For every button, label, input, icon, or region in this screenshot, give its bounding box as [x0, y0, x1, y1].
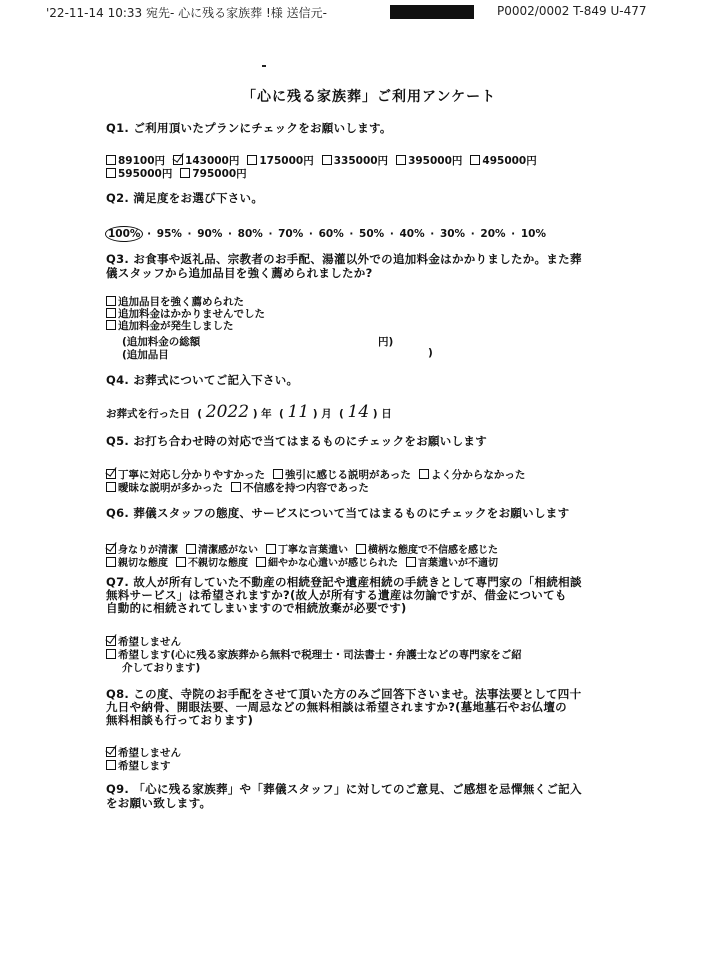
- checkbox-icon[interactable]: [231, 482, 241, 492]
- scale-separator: ·: [183, 228, 196, 240]
- q7-question-line1: Q7. 故人が所有していた不動産の相続登記や遺産相続の手続きとして専門家の「相続相談: [106, 575, 582, 589]
- scale-separator: ·: [386, 228, 398, 240]
- checkbox-label: 希望します(心に残る家族葬から無料で税理士・司法書士・弁護士などの専門家をご紹: [118, 649, 522, 661]
- checkbox-label: よく分からなかった: [430, 469, 526, 481]
- scale-separator: ·: [345, 228, 358, 240]
- checked-checkbox-icon[interactable]: [106, 544, 116, 554]
- checkbox-label: 追加品目を強く薦められた: [118, 296, 244, 308]
- checkbox-icon[interactable]: [176, 557, 186, 567]
- checkbox-icon[interactable]: [106, 760, 116, 770]
- checkbox-option[interactable]: [176, 554, 248, 569]
- handwritten-month: 11: [287, 402, 310, 422]
- checked-checkbox-icon[interactable]: [106, 469, 116, 479]
- scale-separator: ·: [467, 228, 479, 240]
- additional-item-label: (追加品目: [122, 349, 169, 361]
- checkbox-icon[interactable]: [356, 544, 366, 554]
- scale-option[interactable]: 40%: [399, 228, 425, 240]
- checkbox-icon[interactable]: [106, 168, 116, 178]
- checkbox-option[interactable]: [247, 153, 313, 168]
- scale-option[interactable]: 30%: [439, 228, 466, 240]
- checkbox-icon[interactable]: [106, 296, 116, 306]
- scale-separator: ·: [507, 228, 519, 240]
- checkbox-icon[interactable]: [470, 155, 480, 165]
- scale-separator: ·: [426, 228, 438, 240]
- fax-header-left: '22-11-14 10:33 宛先- 心に残る家族葬 !様 送信元-: [46, 6, 327, 20]
- checkbox-icon[interactable]: [106, 155, 116, 165]
- scale-option-selected[interactable]: 100%: [105, 226, 143, 242]
- checkbox-label: 495000円: [482, 155, 537, 167]
- q7-option-accept-cont: 介しております): [122, 662, 201, 674]
- checked-checkbox-icon[interactable]: [106, 636, 116, 646]
- checkbox-icon[interactable]: [106, 482, 116, 492]
- q8-option-accept: [106, 758, 171, 773]
- additional-fee-unit: 円): [378, 336, 394, 348]
- satisfaction-scale: [105, 226, 548, 242]
- q3-question-line1: Q3. お食事や返礼品、宗教者のお手配、湯灌以外での追加料金はかかりましたか。また葬: [106, 252, 582, 266]
- additional-fee-label: (追加料金の総額: [122, 336, 201, 348]
- checkbox-label: 不親切な態度: [188, 558, 248, 569]
- checkbox-option[interactable]: [106, 296, 265, 308]
- checkbox-option[interactable]: [231, 480, 369, 495]
- month-unit: 月: [321, 408, 332, 420]
- day-unit: 日: [381, 408, 392, 420]
- scan-mark: [262, 52, 266, 71]
- q8-question-line1: Q8. この度、寺院のお手配をさせて頂いた方のみご回答下さいませ。法事法要として四十: [106, 687, 582, 701]
- checkbox-icon[interactable]: [256, 557, 266, 567]
- q2-question: Q2. 満足度をお選び下さい。: [106, 191, 264, 205]
- checkbox-icon[interactable]: [180, 168, 190, 178]
- q6-question: Q6. 葬儀スタッフの態度、サービスについて当てはまるものにチェックをお願いします: [106, 506, 570, 520]
- q7-question-line3: 自動的に相続されてしまいますので相続放棄が必要です): [106, 601, 407, 615]
- checkbox-label: 曖昧な説明が多かった: [118, 482, 223, 494]
- q7-question-line2: 無料サービス」は希望されますか?(故人が所有する遺産は勿論ですが、借金についても: [106, 588, 567, 602]
- checkbox-label: 追加料金はかかりませんでした: [118, 308, 265, 320]
- fax-header-right: P0002/0002 T-849 U-477: [497, 4, 647, 18]
- scale-separator: ·: [305, 228, 317, 240]
- checkbox-option[interactable]: [106, 308, 265, 320]
- checkbox-label: 89100円: [118, 155, 166, 167]
- scale-option[interactable]: 50%: [359, 228, 385, 240]
- redaction-bar: [390, 5, 474, 19]
- checkbox-option[interactable]: [419, 467, 526, 482]
- checkbox-icon[interactable]: [266, 544, 276, 554]
- scale-option[interactable]: 80%: [237, 228, 263, 240]
- handwritten-day: 14: [347, 402, 370, 422]
- checkbox-option[interactable]: [106, 480, 223, 495]
- checkbox-option[interactable]: [396, 153, 462, 168]
- checkbox-label: 親切な態度: [118, 558, 168, 569]
- scale-separator: ·: [264, 228, 277, 240]
- checkbox-icon[interactable]: [419, 469, 429, 479]
- scale-option[interactable]: 95%: [156, 228, 182, 240]
- checkbox-label: 清潔感がない: [198, 545, 258, 556]
- checkbox-option[interactable]: [180, 166, 246, 181]
- handwritten-year: 2022: [205, 402, 250, 422]
- checkbox-icon[interactable]: [406, 557, 416, 567]
- checkbox-label: 595000円: [118, 168, 173, 180]
- checkbox-option[interactable]: [256, 554, 398, 569]
- scale-separator: ·: [143, 228, 155, 240]
- scale-option[interactable]: 20%: [480, 228, 506, 240]
- checkbox-label: 395000円: [408, 155, 463, 167]
- year-unit: 年: [261, 408, 272, 420]
- checkbox-option[interactable]: [106, 554, 168, 569]
- checkbox-icon[interactable]: [106, 308, 116, 318]
- scale-separator: ·: [224, 228, 236, 240]
- checkbox-label: 身なりが清潔: [118, 545, 178, 556]
- checkbox-label: 言葉遣いが不適切: [418, 558, 498, 569]
- checkbox-label: 175000円: [259, 155, 314, 167]
- checkbox-label: 丁寧な言葉遣い: [278, 545, 348, 556]
- checkbox-label: 不信感を持つ内容であった: [243, 482, 369, 494]
- q6-row2: [106, 554, 506, 569]
- q1-question: Q1. ご利用頂いたプランにチェックをお願いします。: [106, 121, 392, 135]
- q5-question: Q5. お打ち合わせ時の対応で当てはまるものにチェックをお願いします: [106, 434, 488, 448]
- q3-options: [106, 296, 265, 332]
- additional-item-close: ): [428, 347, 433, 359]
- checkbox-label: 強引に感じる説明があった: [285, 469, 411, 481]
- checkbox-icon[interactable]: [106, 649, 116, 659]
- checkbox-icon[interactable]: [322, 155, 332, 165]
- checkbox-option[interactable]: [322, 153, 388, 168]
- checkbox-icon[interactable]: [106, 320, 116, 330]
- checkbox-label: 細やかな心遣いが感じられた: [268, 558, 398, 569]
- checkbox-icon[interactable]: [186, 544, 196, 554]
- q1-row2: [106, 166, 255, 181]
- scale-option[interactable]: 10%: [520, 228, 546, 240]
- checked-checkbox-icon[interactable]: [106, 747, 116, 757]
- q4-question: Q4. お葬式についてご記入下さい。: [106, 373, 299, 387]
- checkbox-label: 希望します: [118, 760, 171, 772]
- checkbox-label: 335000円: [333, 155, 389, 167]
- scale-option[interactable]: 90%: [197, 228, 223, 240]
- funeral-date-row: お葬式を行った日 ( 2022 ) 年 ( 11 ) 月 ( 14 ) 日: [106, 402, 392, 422]
- checkbox-icon[interactable]: [273, 469, 283, 479]
- checkbox-icon[interactable]: [396, 155, 406, 165]
- checkbox-option[interactable]: [406, 554, 498, 569]
- checkbox-icon[interactable]: [106, 557, 116, 567]
- q9-question-line1: Q9. 「心に残る家族葬」や「葬儀スタッフ」に対してのご意見、ご感想を忌憚無くご記入: [106, 782, 582, 796]
- checkbox-option[interactable]: [106, 320, 265, 332]
- checkbox-label: 795000円: [192, 168, 247, 180]
- checkbox-label: 希望しません: [118, 747, 181, 759]
- checkbox-option[interactable]: [106, 166, 172, 181]
- scale-option[interactable]: 70%: [278, 228, 304, 240]
- q9-question-line2: をお願い致します。: [106, 796, 212, 810]
- checkbox-option[interactable]: [470, 153, 536, 168]
- checkbox-label: 143000円: [185, 155, 240, 167]
- scale-option[interactable]: 60%: [318, 228, 344, 240]
- q8-question-line2: 九日や納骨、開眼法要、一周忌などの無料相談は希望されますか?(墓地墓石やお仏壇の: [106, 700, 567, 714]
- page-title: 「心に残る家族葬」ご利用アンケート: [242, 89, 497, 105]
- checkbox-label: 希望しません: [118, 636, 181, 648]
- checkbox-label: 横柄な態度で不信感を感じた: [368, 545, 498, 556]
- checked-checkbox-icon[interactable]: [173, 155, 183, 165]
- checkbox-icon[interactable]: [247, 155, 257, 165]
- funeral-date-label: お葬式を行った日: [106, 408, 190, 420]
- checkbox-label: 追加料金が発生しました: [118, 320, 234, 332]
- q3-question-line2: 儀スタッフから追加品目を強く薦められましたか?: [106, 266, 373, 280]
- q8-question-line3: 無料相談も行っております): [106, 713, 254, 727]
- checkbox-label: 丁寧に対応し分かりやすかった: [118, 469, 265, 481]
- q5-row2: [106, 480, 377, 495]
